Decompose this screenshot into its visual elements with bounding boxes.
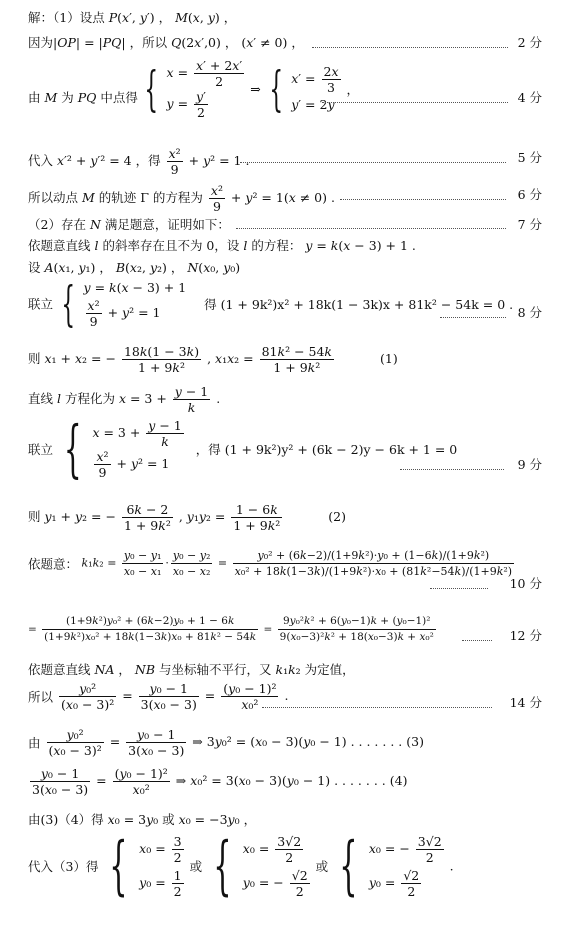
- line-2: 因为|OP| = |PQ| ，所以 Q(2x′,0) ， (x′ ≠ 0) ，: [28, 35, 304, 50]
- line-13: 则 y₁ + y₂ = − $\frac{6k - 2}{\text{1 + 9k²}}$ , y₁y₂ = $\frac{1 - 6k}{\text{1 + 9k²}}$ (2): [28, 502, 346, 533]
- dot-leader: [340, 199, 506, 200]
- score-12: 12 分: [509, 628, 542, 643]
- line-16: 依题意直线 NA ， NB 与坐标轴不平行，又 k₁k₂ 为定值，: [28, 662, 355, 677]
- score-7: 7 分: [517, 217, 542, 232]
- line-11: 直线 l 方程化为 x = 3 + $\frac{y - 1}{k}$ .: [28, 384, 221, 415]
- line-14: 依题意： k₁k₂ = $\frac{\text{y₀ − y₁}}{\text{x₀ − x₁}}$ · $\frac{\text{y₀ − y₂}}{\text{x₀ − x₂}}$ = $\frac{\text{y₀² + (6k−2)/(1+9k²)·y₀ + (1−6k)/(1+9k²)}}{\text{x₀² + 18k(1−3k)/(1+9k²)·x₀ + (81k²−54k)/(1+9k²)}}$: [28, 549, 513, 578]
- line-1: [28, 8, 542, 26]
- solution-intro: 解：（1）设点 P(x′, y′) ， M(x, y) ，: [28, 10, 237, 25]
- line-15: = $\frac{\text{(1+9k²)y₀² + (6k−2)y₀ + 1 − 6k}}{\text{(1+9k²)x₀² + 18k(1−3k)x₀ + 81k² − 54k}}$ = $\frac{\text{9y₀²k² + 6(y₀−1)k + (y₀−1)²}}{\text{9(x₀−3)²k² + 18(x₀−3)k + x₀²}}$: [28, 615, 434, 643]
- dot-leader: [462, 640, 492, 641]
- dot-leader: [240, 162, 506, 163]
- score-4: 4 分: [517, 90, 542, 105]
- dot-leader: [440, 317, 506, 318]
- score-10: 10 分: [509, 576, 542, 591]
- dot-leader: [400, 469, 504, 470]
- dot-leader: [236, 228, 506, 229]
- score-6: 6 分: [517, 187, 542, 202]
- score-9: 9 分: [517, 457, 542, 472]
- line-3-label: 由 M 为 PQ 中点得: [28, 90, 138, 105]
- system-2: 联立 { x = 3 + $\frac{y - 1}{k}$ $\frac{\text{x²}}{9}$ + y² = 1 ，得 (1 + 9k²)y² + (6k − 2)y − 6k + 1 = 0: [28, 412, 458, 485]
- score-14: 14 分: [509, 695, 542, 710]
- line-5: 所以动点 M 的轨迹 Γ 的方程为 $\frac{\text{x²}}{9}$ + y² = 1(x ≠ 0) .: [28, 183, 335, 214]
- system-1: 联立 { y = k(x − 3) + 1 $\frac{\text{x²}}{9}$ + y² = 1 得 (1 + 9k²)x² + 18k(1 − 3k)x + 81k² − 54k = 0 .: [28, 275, 514, 332]
- line-7: 依题意直线 l 的斜率存在且不为 0，设 l 的方程： y = k(x − 3) + 1 .: [28, 238, 416, 253]
- line-10: 则 x₁ + x₂ = − $\frac{18k(1 - 3k)}{\text{1 + 9k²}}$ , x₁x₂ = $\frac{\text{81k² − 54k}}{\text{1 + 9k²}}$ (1): [28, 344, 398, 375]
- line-20: 由(3)（4）得 x₀ = 3y₀ 或 x₀ = −3y₀ ，: [28, 812, 257, 827]
- line-4: 代入 x′² + y′² = 4 ，得 $\frac{\text{x²}}{9}$ + y² = 1 .: [28, 146, 250, 177]
- score-2: 2 分: [517, 35, 542, 50]
- line-18: 由 $\frac{\text{y₀²}}{\text{(x₀ − 3)²}}$ = $\frac{\text{y₀ − 1}}{\text{3(x₀ − 3)}}$ ⇒ 3y₀² = (x₀ − 3)(y₀ − 1) . . . . . . . (3): [28, 727, 424, 758]
- dot-leader: [262, 707, 492, 708]
- line-17: 所以 $\frac{\text{y₀²}}{\text{(x₀ − 3)²}}$ = $\frac{\text{y₀ − 1}}{\text{3(x₀ − 3)}}$ = $\frac{\text{(y₀ − 1)²}}{\text{x₀²}}$ .: [28, 681, 289, 712]
- line-21: 代入（3）得 { x₀ = $\frac{3}{2}$ y₀ = $\frac{1}{2}$ 或 { x₀ = $\frac{3√2}{2}$ y₀ = − $\frac{√2}{2}$ 或 { x₀ = − $\frac{3√2}{2}$ y₀ = $\frac{√2}{2}$ .: [28, 829, 454, 903]
- dot-leader: [430, 588, 488, 589]
- line-6: （2）存在 N 满足题意，证明如下：: [28, 217, 230, 232]
- score-8: 8 分: [517, 305, 542, 320]
- line-8: 设 A(x₁, y₁) ， B(x₂, y₂) ， N(x₀, y₀): [28, 260, 241, 275]
- dot-leader: [322, 102, 508, 103]
- score-5: 5 分: [517, 150, 542, 165]
- dot-leader: [312, 47, 508, 48]
- line-19: $\frac{\text{y₀ − 1}}{\text{3(x₀ − 3)}}$ = $\frac{\text{(y₀ − 1)²}}{\text{x₀²}}$ ⇒ x₀² = 3(x₀ − 3)(y₀ − 1) . . . . . . . (4): [32, 766, 408, 797]
- midpoint-system: { x = $\frac{x' + 2x'}{2}$ y = $\frac{y'}{2}$ ⇒ { x′ = $\frac{2x}{3}$ y′ = 2y ，: [144, 58, 360, 120]
